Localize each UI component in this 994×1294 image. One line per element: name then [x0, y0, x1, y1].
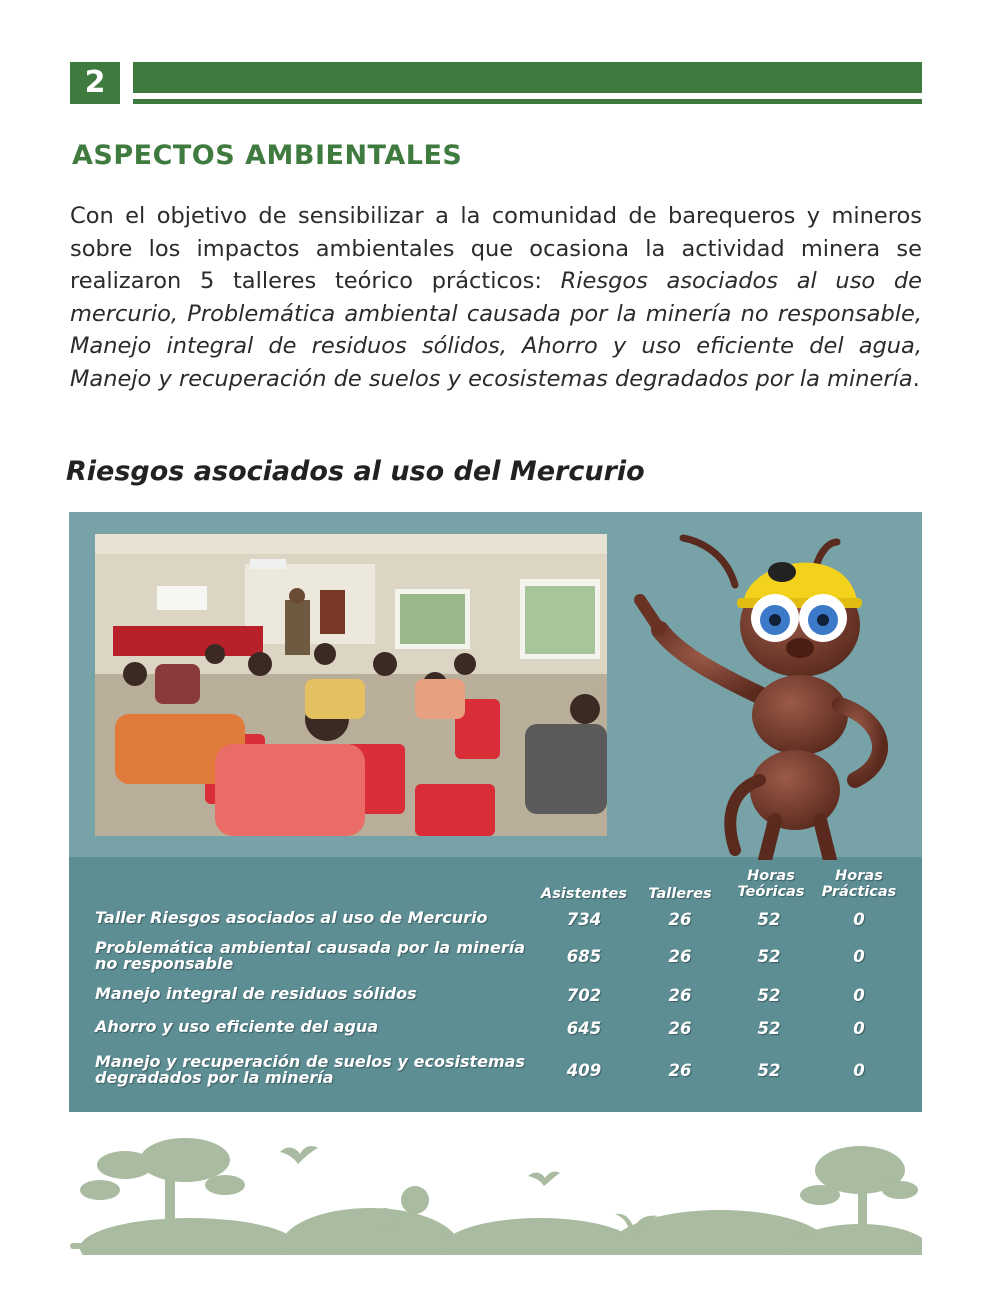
col-header-horas-practicas-line2: Prácticas [821, 884, 897, 900]
subsection-title: Riesgos asociados al uso del Mercurio [66, 456, 645, 487]
cell-asistentes: 409 [566, 1061, 602, 1080]
cell-talleres: 26 [668, 986, 692, 1005]
ant-mascot-illustration [615, 520, 925, 860]
cell-horas-practicas: 0 [853, 947, 865, 966]
cell-horas-teoricas: 52 [757, 947, 781, 966]
cell-horas-practicas: 0 [853, 986, 865, 1005]
cell-asistentes: 685 [566, 947, 602, 966]
col-header-horas-teoricas [725, 868, 817, 900]
cell-talleres: 26 [668, 1019, 692, 1038]
col-header-talleres: Talleres [648, 886, 712, 902]
section-title: ASPECTOS AMBIENTALES [72, 140, 463, 171]
cell-talleres: 26 [668, 1061, 692, 1080]
cell-asistentes: 734 [566, 910, 602, 929]
cell-horas-teoricas: 52 [757, 986, 781, 1005]
workshop-list: Riesgos asociados al uso de mercurio, Problemática ambiental causada por la minería no responsable, Manejo integral de residuos sólidos, Ahorro y uso eficiente del agua, Manejo y recuperación de suelos y ecosistemas degradados por la minería [70, 268, 922, 392]
footer-landscape-illustration [70, 1130, 922, 1255]
col-header-horas-teoricas-line2: Teóricas [737, 884, 805, 900]
row-label: Manejo integral de residuos sólidos [95, 984, 417, 1003]
cell-asistentes: 702 [566, 986, 602, 1005]
col-header-horas-teoricas-line1: Horas [747, 868, 795, 884]
cell-horas-teoricas: 52 [757, 910, 781, 929]
intro-end: . [912, 365, 920, 392]
header-bar [133, 62, 922, 93]
cell-horas-practicas: 0 [853, 1061, 865, 1080]
cell-talleres: 26 [668, 910, 692, 929]
header-rule [133, 99, 922, 104]
col-header-horas-practicas-line1: Horas [835, 868, 883, 884]
cell-horas-teoricas: 52 [757, 1061, 781, 1080]
intro-paragraph [70, 200, 922, 395]
workshop-photo [95, 534, 607, 836]
cell-horas-practicas: 0 [853, 910, 865, 929]
row-label: Problemática ambiental causada por la minería no responsable [95, 938, 525, 973]
cell-horas-teoricas: 52 [757, 1019, 781, 1038]
row-label: Manejo y recuperación de suelos y ecosistemas degradados por la minería [95, 1052, 525, 1087]
row-label: Ahorro y uso eficiente del agua [95, 1017, 379, 1036]
page-number: 2 [70, 62, 120, 104]
intro-text: Con el objetivo de sensibilizar a la comunidad de barequeros y mineros sobre los impactos ambientales que ocasiona la actividad minera se realizaron 5 talleres teórico prácticos: [70, 203, 922, 294]
col-header-asistentes: Asistentes [541, 886, 627, 902]
row-label: Taller Riesgos asociados al uso de Mercurio [95, 908, 488, 927]
cell-horas-practicas: 0 [853, 1019, 865, 1038]
col-header-horas-practicas [813, 868, 905, 900]
cell-asistentes: 645 [566, 1019, 602, 1038]
cell-talleres: 26 [668, 947, 692, 966]
